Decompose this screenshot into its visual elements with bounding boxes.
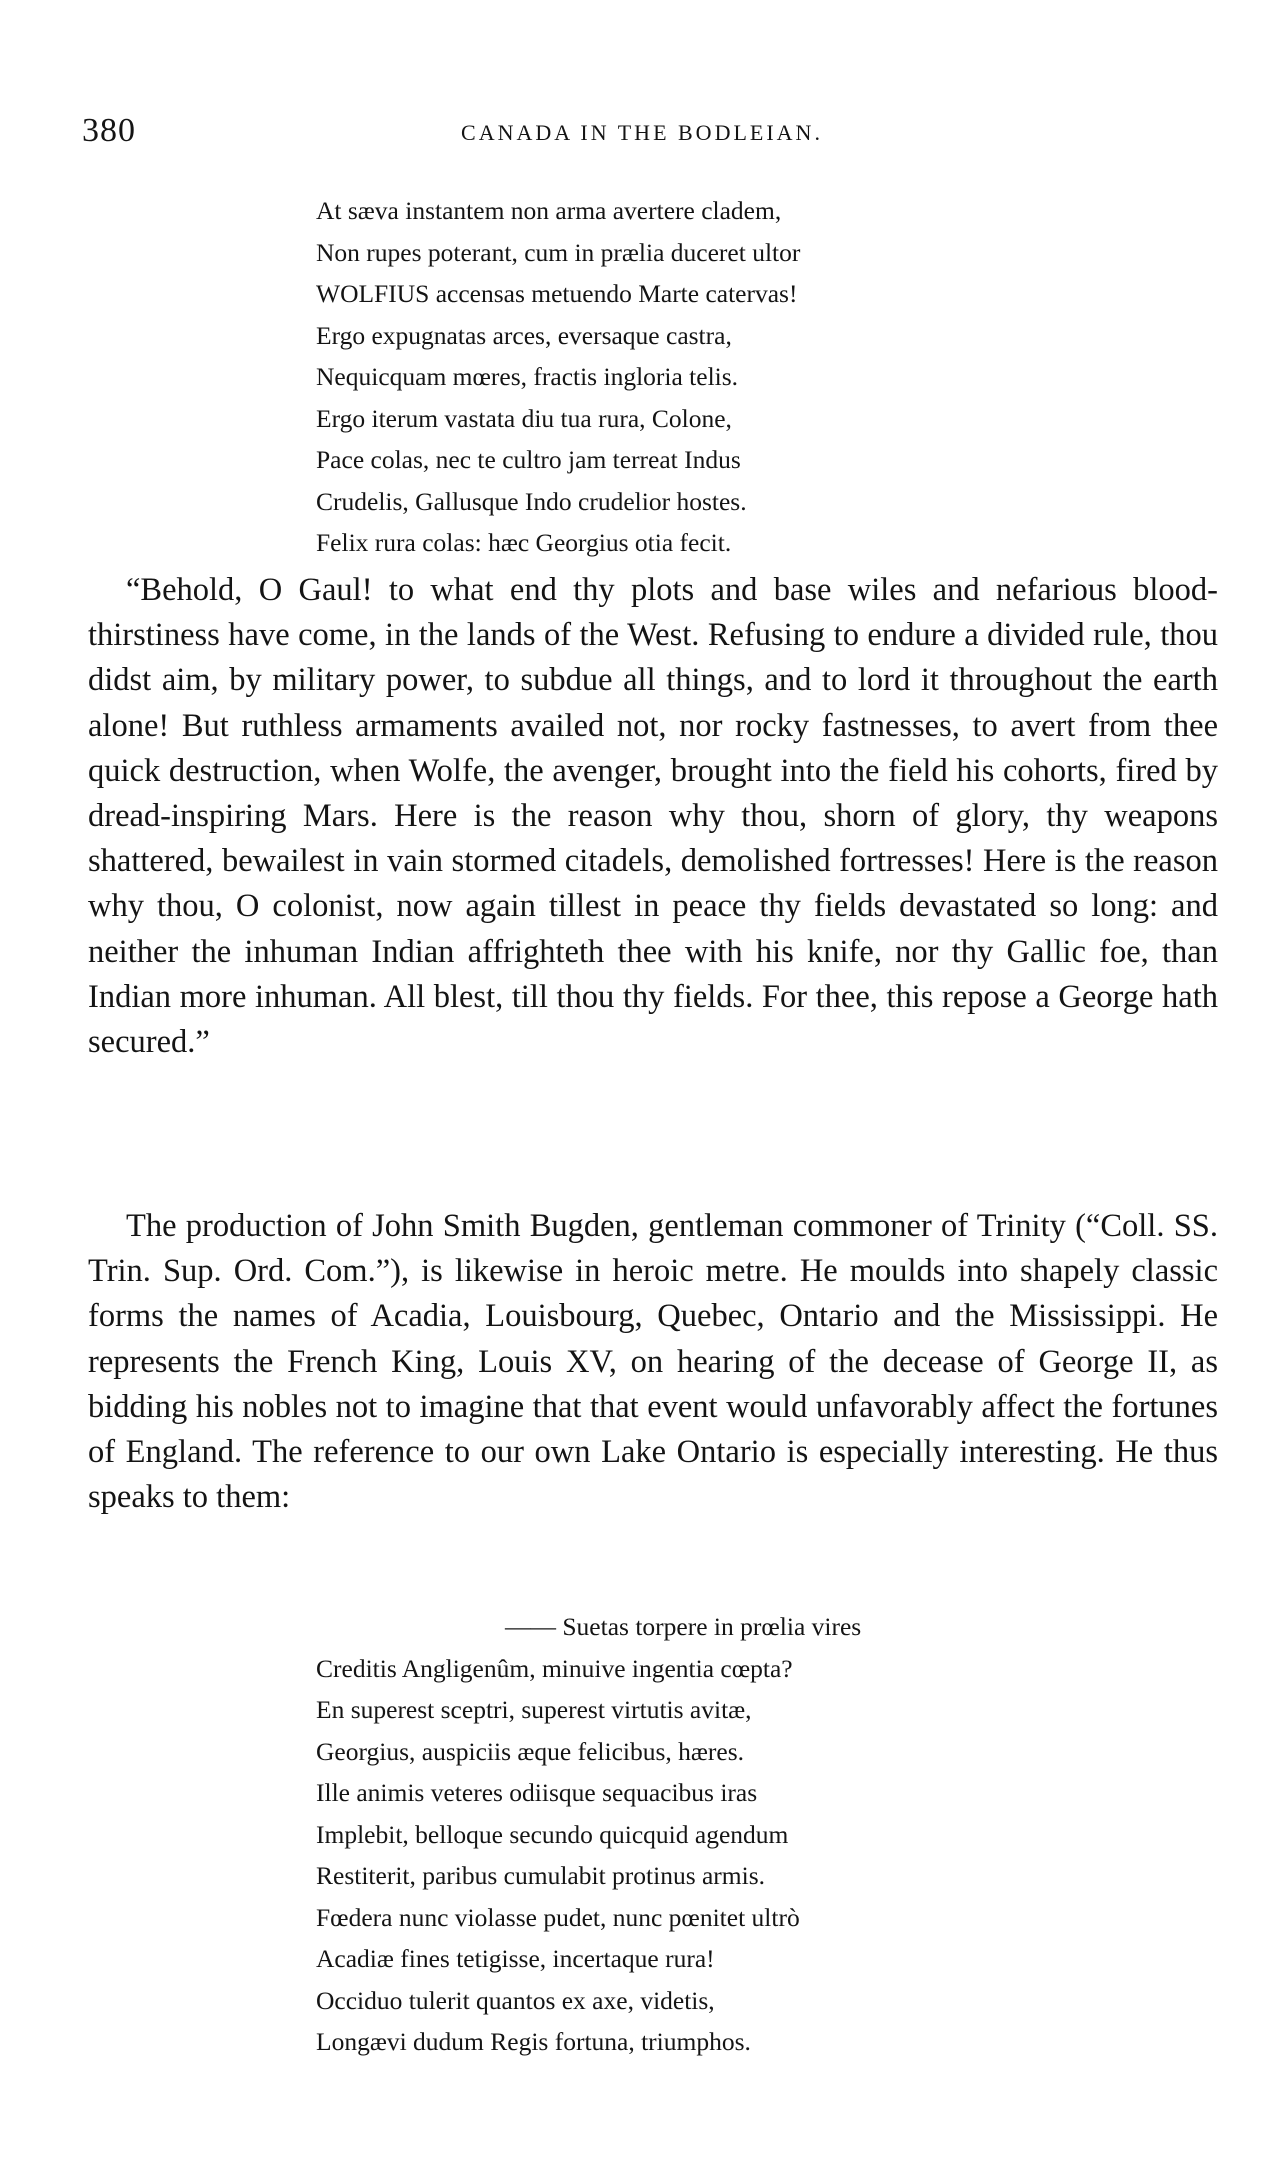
verse-line: Felix rura colas: hæc Georgius otia fecit. bbox=[316, 528, 732, 557]
verse-line: Pace colas, nec te cultro jam terreat Indus bbox=[316, 445, 741, 474]
translation-paragraph: “Behold, O Gaul! to what end thy plots and base wiles and nefarious blood-thirstiness have come, in the lands of the West. Refusing to endure a divided rule, thou didst aim, by military power, to subdue all things, and to lord it throughout the earth alone! But ruthless armaments availed not, nor rocky fastnesses, to avert from thee quick destruction, when Wolfe, the avenger, brought into the field his cohorts, fired by dread-inspiring Mars. Here is the reason why thou, shorn of glory, thy weapons shattered, bewailest in vain stormed citadels, demolished fortresses! Here is the reason why thou, O colonist, now again tillest in peace thy fields devastated so long: and neither the inhuman Indian affrighteth thee with his knife, nor thy Gallic foe, than Indian more inhuman. All blest, till thou thy fields. For thee, this repose a George hath secured.” bbox=[88, 572, 1218, 1061]
verse-line: Ille animis veteres odiisque sequacibus iras bbox=[316, 1778, 758, 1807]
verse-line: Longævi dudum Regis fortuna, triumphos. bbox=[316, 2027, 751, 2056]
latin-verse-block-2 bbox=[316, 1606, 861, 2063]
verse-line: Occiduo tulerit quantos ex axe, videtis, bbox=[316, 1985, 715, 2015]
verse-line: Nequicquam mœres, fractis ingloria telis. bbox=[316, 362, 739, 391]
verse-line: Georgius, auspiciis æque felicibus, hæres. bbox=[316, 1736, 745, 1766]
verse-line: Ergo expugnatas arces, eversaque castra, bbox=[316, 320, 732, 350]
verse-line: Acadiæ fines tetigisse, incertaque rura! bbox=[316, 1944, 715, 1973]
verse-line: Non rupes poterant, cum in prælia duceret ultor bbox=[316, 237, 801, 267]
latin-verse-block-1 bbox=[316, 190, 800, 564]
verse-line: En superest sceptri, superest virtutis avitæ, bbox=[316, 1695, 752, 1724]
verse-line: WOLFIUS accensas metuendo Marte catervas! bbox=[316, 279, 798, 308]
verse-line: Fœdera nunc violasse pudet, nunc pœnitet ultrò bbox=[316, 1902, 800, 1932]
verse-line: —— Suetas torpere in prœlia vires bbox=[505, 1612, 862, 1641]
commentary-paragraph: The production of John Smith Bugden, gentleman commoner of Trinity (“Coll. SS. Trin. Sup. Ord. Com.”), is likewise in heroic metre. He moulds into shapely classic forms the names of Acadia, Louisbourg, Quebec, Ontario and the Mississippi. He represents the French King, Louis XV, on hearing of the decease of George II, as bidding his nobles not to imagine that that event would unfavorably affect the fortunes of England. The reference to our own Lake Ontario is especially interesting. He thus speaks to them: bbox=[88, 1208, 1218, 1516]
verse-line: Creditis Angligenûm, minuive ingentia cœpta? bbox=[316, 1653, 793, 1683]
verse-line: At sæva instantem non arma avertere cladem, bbox=[316, 196, 782, 225]
verse-line: Implebit, belloque secundo quicquid agendum bbox=[316, 1819, 789, 1849]
verse-line: Ergo iterum vastata diu tua rura, Colone, bbox=[316, 403, 732, 433]
verse-line: Crudelis, Gallusque Indo crudelior hostes. bbox=[316, 486, 747, 516]
verse-line: Restiterit, paribus cumulabit protinus armis. bbox=[316, 1861, 766, 1890]
page-number: 380 bbox=[82, 112, 136, 149]
page-header bbox=[82, 112, 1202, 152]
running-head: CANADA IN THE BODLEIAN. bbox=[461, 120, 823, 145]
